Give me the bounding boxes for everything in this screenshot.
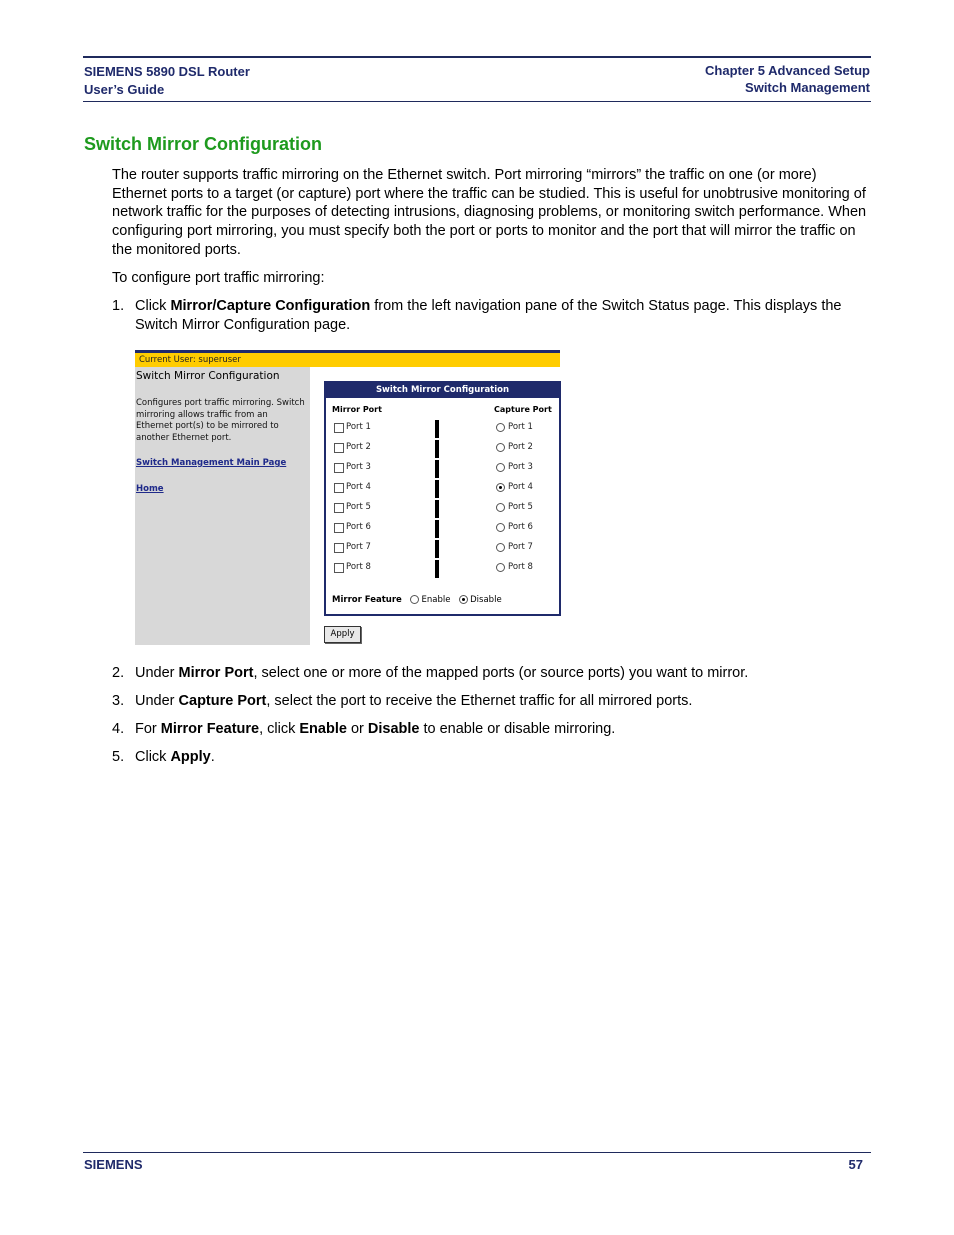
port-row <box>326 460 559 480</box>
header-chapter: Chapter 5 Advanced Setup <box>705 63 870 78</box>
current-user-bar: Current User: superuser <box>135 353 560 367</box>
row-divider <box>435 540 439 558</box>
footer-rule <box>83 1152 871 1153</box>
step-number: 2. <box>112 665 125 681</box>
capture-port-radio[interactable] <box>496 563 505 572</box>
header-section: Switch Management <box>745 80 870 95</box>
capture-port-radio[interactable] <box>496 543 505 552</box>
row-divider <box>435 420 439 438</box>
mirror-port-checkbox[interactable] <box>334 423 344 433</box>
capture-port-label: Port 8 <box>508 562 533 572</box>
footer-brand: SIEMENS <box>84 1157 143 1172</box>
capture-port-label: Port 6 <box>508 522 533 532</box>
mirror-port-label: Port 6 <box>346 522 371 532</box>
header-top-rule <box>83 56 871 58</box>
step-text: Click Mirror/Capture Configuration from the left navigation pane of the Switch Status page. This displays the Switch Mirror Configuration page. <box>135 298 842 333</box>
row-divider <box>435 500 439 518</box>
step-number: 1. <box>112 298 125 314</box>
intro-paragraph: The router supports traffic mirroring on the Ethernet switch. Port mirroring “mirrors” the traffic on one (or more) Ethernet ports to a target (or capture) port where the traffic can be studied. This is useful for unobtrusive monitoring of network traffic for the purposes of detecting intrusions, diagnosing problems, or monitoring switch performance. When configuring port mirroring, you must specify both the port or ports to monitor and the port that will mirror the traffic on the monitored ports. <box>112 167 867 258</box>
step-number: 3. <box>112 693 125 709</box>
step-2 <box>112 664 872 683</box>
capture-port-label: Port 3 <box>508 462 533 472</box>
step-bold: Capture Port <box>178 693 267 709</box>
capture-port-radio[interactable] <box>496 423 505 432</box>
capture-port-radio[interactable] <box>496 523 505 532</box>
mirror-feature-label: Mirror Feature <box>332 595 402 605</box>
panel-title: Switch Mirror Configuration <box>326 383 559 398</box>
disable-label: Disable <box>470 595 502 605</box>
row-divider <box>435 460 439 478</box>
step-bold: Enable <box>299 721 347 737</box>
switch-mirror-screenshot <box>135 350 560 645</box>
mirror-port-checkbox[interactable] <box>334 523 344 533</box>
capture-port-radio[interactable] <box>496 443 505 452</box>
step-bold: Disable <box>367 721 420 737</box>
mirror-port-label: Port 7 <box>346 542 371 552</box>
mirror-port-checkbox[interactable] <box>334 443 344 453</box>
step-number: 5. <box>112 749 125 765</box>
capture-port-header: Capture Port <box>494 405 552 414</box>
port-row <box>326 480 559 500</box>
capture-port-label: Port 4 <box>508 482 533 492</box>
mirror-port-checkbox[interactable] <box>334 463 344 473</box>
mirror-port-checkbox[interactable] <box>334 503 344 513</box>
port-row <box>326 440 559 460</box>
header-product: SIEMENS 5890 DSL Router <box>84 64 250 79</box>
step-4 <box>112 720 872 739</box>
row-divider <box>435 480 439 498</box>
mirror-feature-row <box>332 595 502 605</box>
step-text: Under Mirror Port, select one or more of the mapped ports (or source ports) you want to mirror. <box>135 665 749 681</box>
step-text: Under Capture Port, select the port to receive the Ethernet traffic for all mirrored ports. <box>135 693 693 709</box>
home-link[interactable]: Home <box>136 484 164 494</box>
port-row <box>326 520 559 540</box>
capture-port-radio[interactable] <box>496 463 505 472</box>
row-divider <box>435 560 439 578</box>
row-divider <box>435 520 439 538</box>
port-row <box>326 560 559 580</box>
capture-port-label: Port 5 <box>508 502 533 512</box>
mirror-config-panel <box>324 381 561 616</box>
capture-port-label: Port 7 <box>508 542 533 552</box>
port-row <box>326 420 559 440</box>
disable-radio-selected[interactable] <box>459 595 468 604</box>
mirror-port-label: Port 8 <box>346 562 371 572</box>
page-number: 57 <box>848 1157 863 1172</box>
section-title: Switch Mirror Configuration <box>84 134 322 154</box>
header-left <box>84 63 250 99</box>
capture-port-radio-selected[interactable] <box>496 483 505 492</box>
left-pane-title: Switch Mirror Configuration <box>136 370 280 382</box>
row-divider <box>435 440 439 458</box>
mirror-port-header: Mirror Port <box>332 405 382 414</box>
port-row <box>326 540 559 560</box>
lead-in: To configure port traffic mirroring: <box>112 270 325 286</box>
mirror-port-label: Port 1 <box>346 422 371 432</box>
apply-button[interactable]: Apply <box>324 626 361 643</box>
mirror-port-label: Port 5 <box>346 502 371 512</box>
step-bold: Mirror Port <box>178 665 254 681</box>
mirror-port-label: Port 4 <box>346 482 371 492</box>
header-right <box>705 62 870 96</box>
port-row <box>326 500 559 520</box>
left-nav-pane <box>135 367 310 645</box>
mirror-port-checkbox[interactable] <box>334 543 344 553</box>
left-pane-description: Configures port traffic mirroring. Switch mirroring allows traffic from an Ethernet port(s) to be mirrored to another Ethernet port. <box>136 398 305 444</box>
step-bold: Mirror/Capture Configuration <box>170 298 371 314</box>
step-1 <box>112 297 872 337</box>
step-number: 4. <box>112 721 125 737</box>
header-guide: User’s Guide <box>84 82 165 97</box>
mirror-port-checkbox[interactable] <box>334 483 344 493</box>
step-5 <box>112 748 872 767</box>
mirror-port-checkbox[interactable] <box>334 563 344 573</box>
capture-port-label: Port 2 <box>508 442 533 452</box>
enable-label: Enable <box>421 595 451 605</box>
switch-management-main-link[interactable]: Switch Management Main Page <box>136 458 287 468</box>
step-text: Click Apply. <box>135 749 215 765</box>
step-3 <box>112 692 872 711</box>
mirror-port-label: Port 3 <box>346 462 371 472</box>
mirror-port-label: Port 2 <box>346 442 371 452</box>
header-bottom-rule <box>83 101 871 102</box>
enable-radio[interactable] <box>410 595 419 604</box>
step-bold: Mirror Feature <box>160 721 260 737</box>
capture-port-label: Port 1 <box>508 422 533 432</box>
capture-port-radio[interactable] <box>496 503 505 512</box>
step-text: For Mirror Feature, click Enable or Disable to enable or disable mirroring. <box>135 721 616 737</box>
step-bold: Apply <box>170 749 211 765</box>
